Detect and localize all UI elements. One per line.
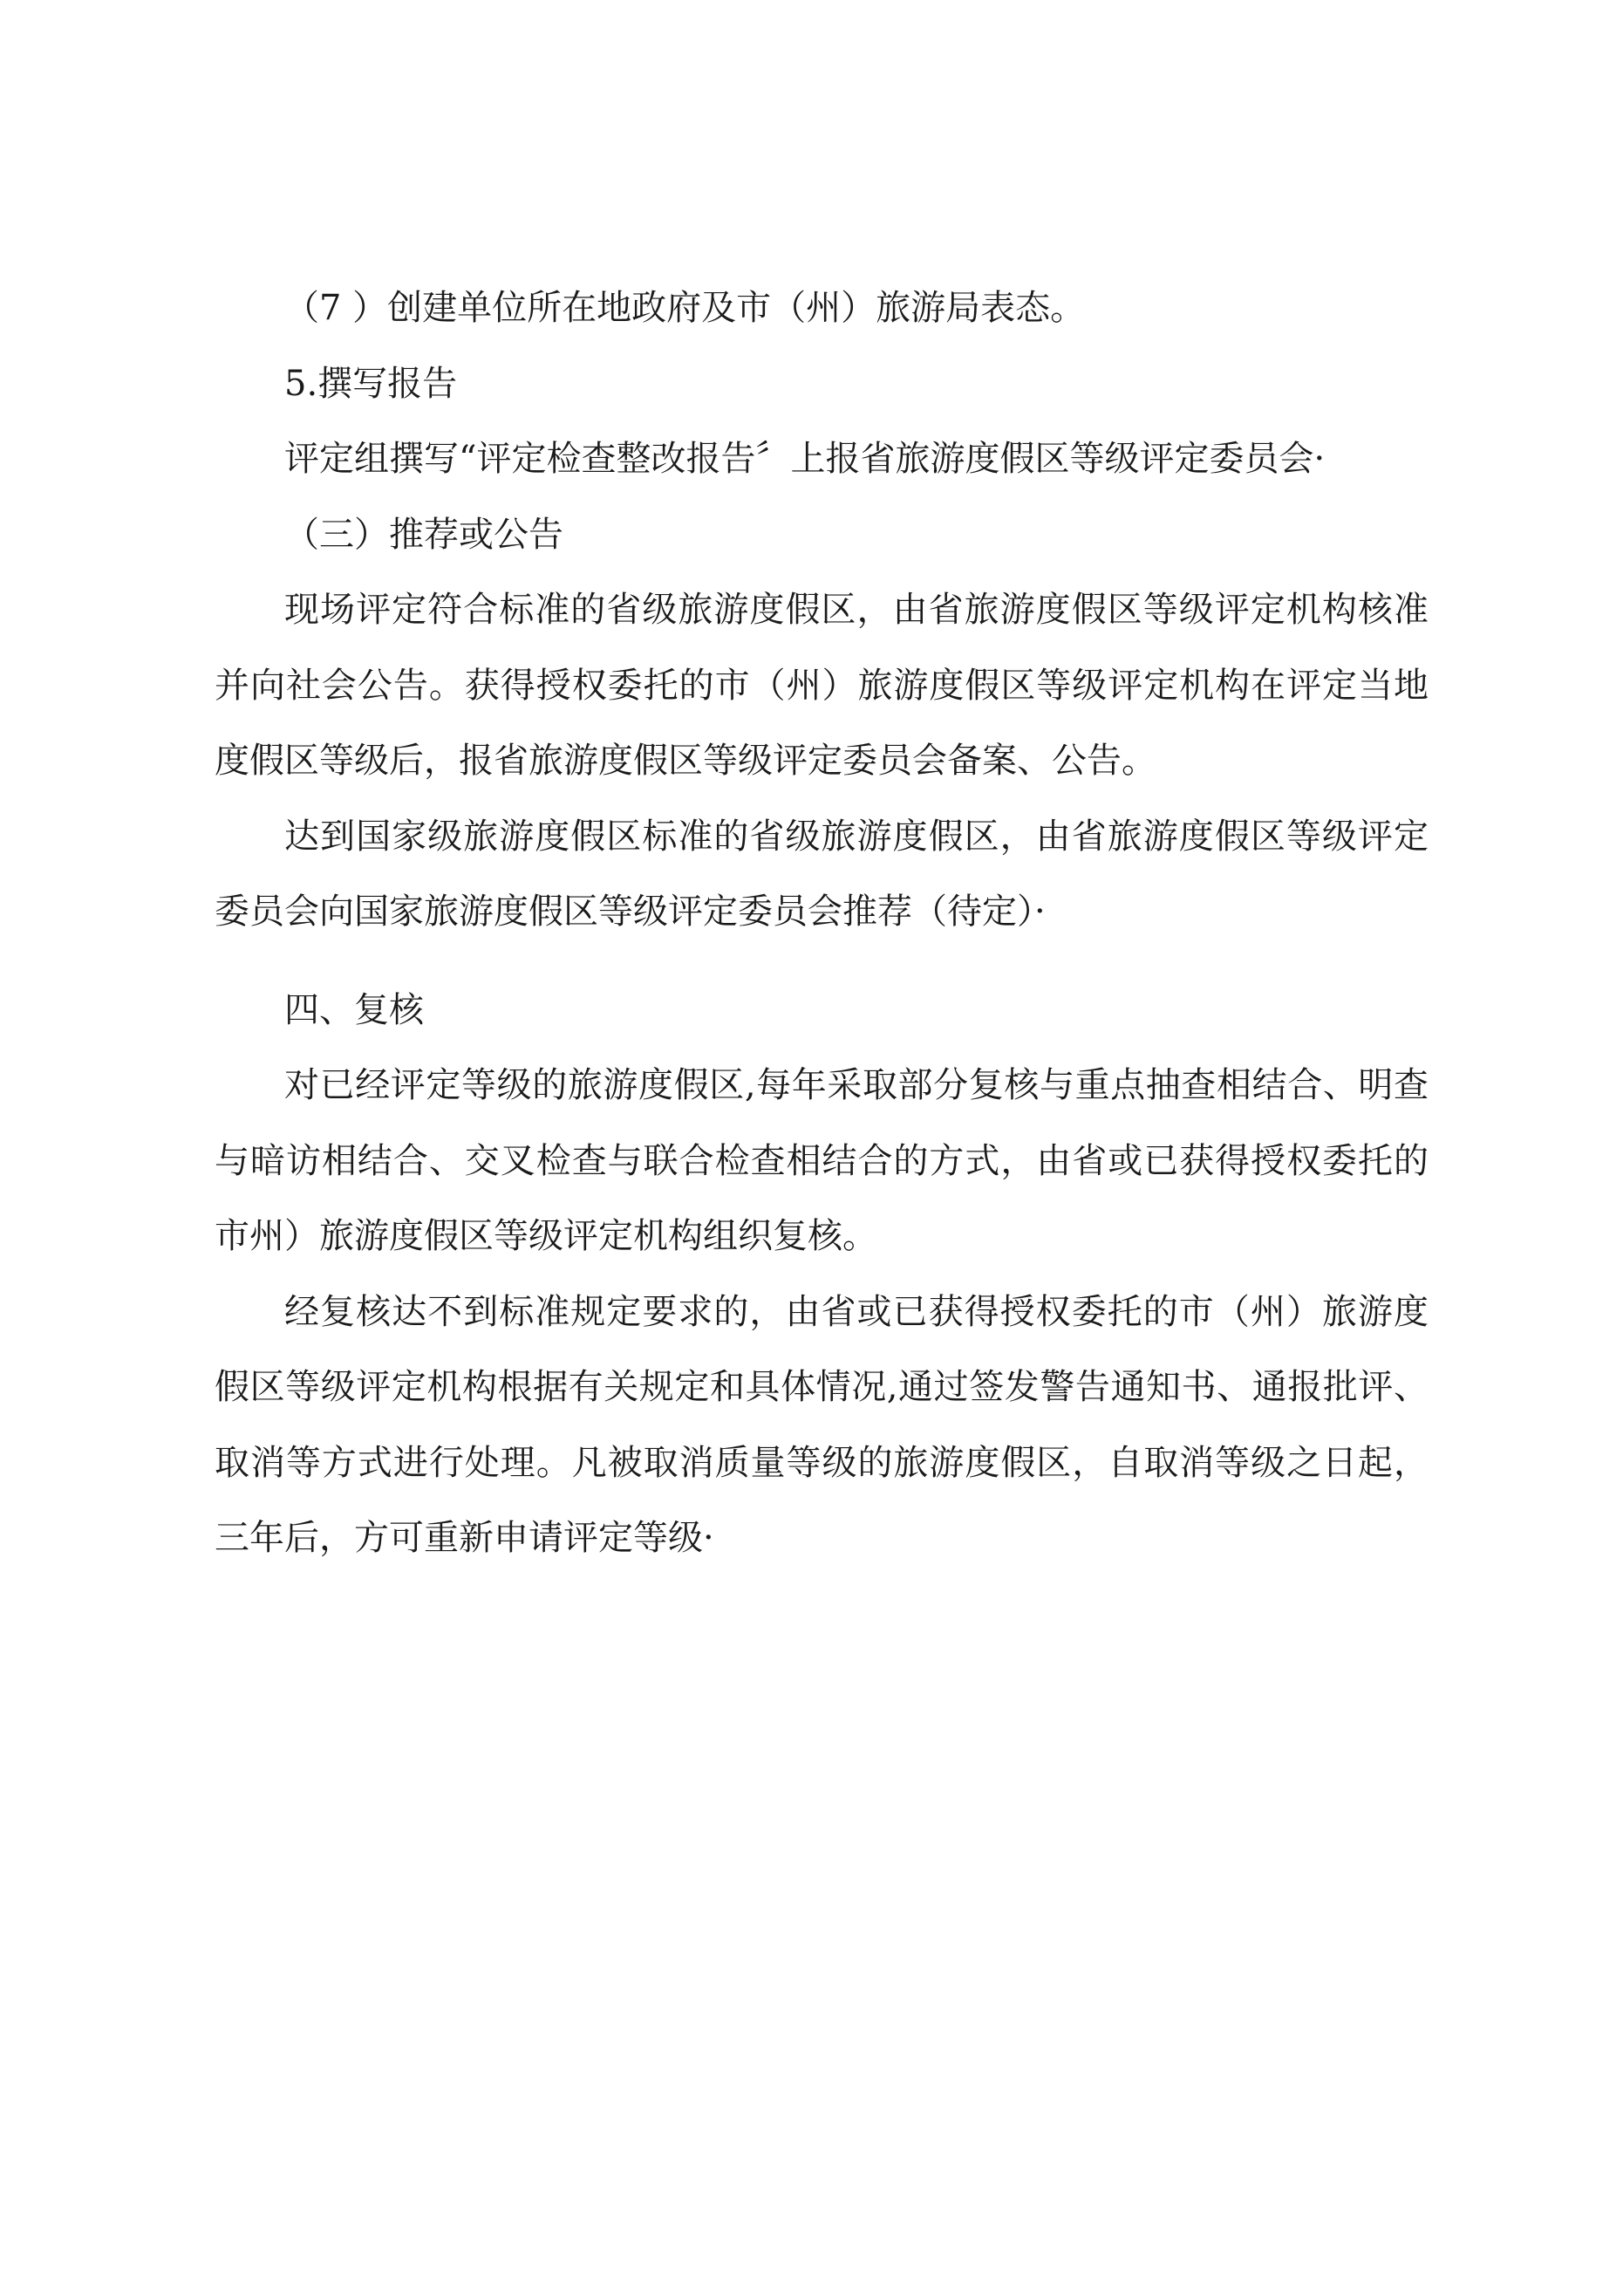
report-paragraph: 评定组撰写“评定检查整改报告〞上报省旅游度假区等级评定委员会· xyxy=(284,439,1326,479)
document-body xyxy=(215,270,1429,1576)
item-7-paragraph: （7 ）创建单位所在地政府及市（州）旅游局表态。 xyxy=(284,288,1086,328)
section-heading-review: 四、复核 xyxy=(284,989,424,1030)
review-paragraph-2: 经复核达不到标准规定要求的，由省或已获得授权委托的市（州）旅游度假区等级评定机构根据有关规定和具体情况,通过签发警告通知书、通报批评、取消等方式进行处理。凡被取消质量等级的旅游度假区，自取消等级之日起，三年后，方可重新申请评定等级· xyxy=(215,1291,1429,1558)
section-heading-report: 5.撰写报告 xyxy=(284,363,458,404)
announce-paragraph-1: 现场评定符合标准的省级旅游度假区，由省旅游度假区等级评定机构核准并向社会公告。获得授权委托的市（州）旅游度假区等级评定机构在评定当地度假区等级后，报省旅游度假区等级评定委员会备案、公告。 xyxy=(215,590,1429,781)
review-paragraph-1: 对已经评定等级的旅游度假区,每年采取部分复核与重点抽查相结合、明查与暗访相结合、交叉检查与联合检查相结合的方式，由省或已获得授权委托的市州）旅游度假区等级评定机构组织复核。 xyxy=(215,1065,1429,1256)
announce-paragraph-2: 达到国家级旅游度假区标准的省级旅游度假区，由省旅游度假区等级评定委员会向国家旅游度假区等级评定委员会推荐（待定）· xyxy=(215,816,1429,932)
section-heading-recommend: （三）推荐或公告 xyxy=(284,514,563,555)
